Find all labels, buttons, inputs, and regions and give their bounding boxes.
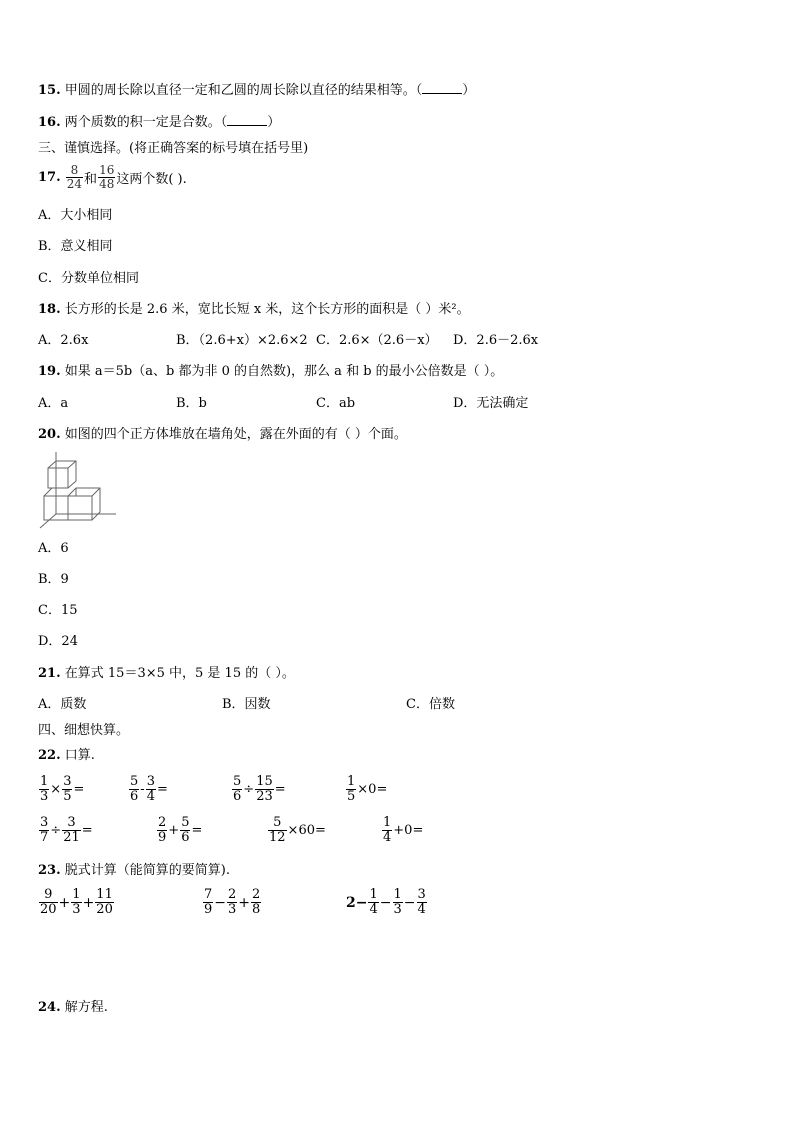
q19-number: 19. — [38, 364, 61, 379]
q18-option-c[interactable]: C．2.6×（2.6－x） — [316, 333, 438, 348]
q17-option-a[interactable]: A．大小相同 — [38, 208, 113, 223]
q19-option-b[interactable]: B．b — [176, 396, 207, 411]
q16-text: 两个质数的积一定是合数。（ — [64, 115, 228, 130]
q15-text: 甲圆的周长除以直径一定和乙圆的周长除以直径的结果相等。（ — [64, 83, 423, 98]
q16-number: 16. — [38, 115, 61, 130]
q20-number: 20. — [38, 427, 61, 442]
q22-expr-1: $\frac{1}{3}$ × $\frac{3}{5}$ = — [40, 774, 85, 804]
q20-option-d[interactable]: D．24 — [38, 634, 78, 649]
q17-number: 17. — [38, 170, 61, 185]
q21-option-b[interactable]: B．因数 — [222, 697, 271, 712]
q22-expr-7: $\frac{5}{12}$ ×60= — [269, 815, 326, 845]
cube-stack-figure — [36, 452, 120, 530]
q17-rest: 这两个数( ). — [116, 172, 187, 187]
question-18 — [38, 302, 470, 318]
q21-number: 21. — [38, 666, 61, 681]
q17-and: 和 — [84, 172, 98, 187]
q22-text: 口算. — [64, 748, 95, 763]
q22-number: 22. — [38, 748, 61, 763]
q20-option-c[interactable]: C．15 — [38, 603, 78, 618]
q17-option-c[interactable]: C．分数单位相同 — [38, 271, 139, 286]
q18-option-b[interactable]: B．（2.6+x）×2.6×2 — [176, 333, 308, 348]
q22-expr-2: $\frac{5}{6}$ - $\frac{3}{4}$ = — [130, 774, 168, 804]
q17-fraction-1: $\frac{8}{24}$ — [66, 163, 83, 191]
question-15 — [38, 83, 475, 99]
q17-option-b[interactable]: B．意义相同 — [38, 239, 113, 254]
q23-text: 脱式计算（能简算的要简算). — [64, 863, 230, 878]
q24-text: 解方程. — [64, 1000, 108, 1015]
section-4-heading: 四、细想快算。 — [38, 723, 130, 738]
q16-close: ） — [267, 115, 281, 130]
q24-number: 24. — [38, 1000, 61, 1015]
q19-option-c[interactable]: C．ab — [316, 396, 356, 411]
q20-option-b[interactable]: B．9 — [38, 572, 69, 587]
q22-expr-8: $\frac{1}{4}$ +0= — [383, 815, 424, 845]
question-21 — [38, 666, 295, 682]
q19-option-d[interactable]: D．无法确定 — [453, 396, 529, 411]
q21-text: 在算式 15＝3×5 中，5 是 15 的（ ）。 — [64, 666, 295, 681]
section-3-heading: 三、谨慎选择。(将正确答案的标号填在括号里) — [38, 141, 309, 156]
q17-fraction-2: $\frac{16}{48}$ — [99, 163, 115, 191]
q19-option-a[interactable]: A．a — [38, 396, 69, 411]
question-16 — [38, 115, 280, 131]
q22-expr-4: $\frac{1}{5}$ ×0= — [347, 774, 388, 804]
q20-option-a[interactable]: A．6 — [38, 541, 69, 556]
q23-expression-2: $\frac{7}{9}$ − $\frac{2}{3}$ + $\frac{2}{8}$ — [204, 887, 261, 917]
q16-answer-blank[interactable] — [227, 125, 267, 126]
q15-number: 15. — [38, 83, 61, 98]
q19-text: 如果 a＝5b（a、b 都为非 0 的自然数)，那么 a 和 b 的最小公倍数是（ ）。 — [64, 364, 504, 379]
q18-text: 长方形的长是 2.6 米，宽比长短 x 米，这个长方形的面积是（ ）米²。 — [64, 302, 470, 317]
q22-expr-5: $\frac{3}{7}$ ÷ $\frac{3}{21}$ = — [40, 815, 93, 845]
q20-text: 如图的四个正方体堆放在墙角处，露在外面的有（ ）个面。 — [64, 427, 407, 442]
q23-expression-1: $\frac{9}{20}$ + $\frac{1}{3}$ + $\frac{11}{20}$ — [40, 887, 113, 917]
q22-expr-3: $\frac{5}{6}$ ÷ $\frac{15}{23}$ = — [233, 774, 286, 804]
question-24 — [38, 1000, 108, 1016]
question-19 — [38, 364, 503, 380]
q23-expression-3: 2− $\frac{1}{4}$ − $\frac{1}{3}$ − $\frac{3}{4}$ — [346, 887, 426, 917]
q21-option-c[interactable]: C．倍数 — [406, 697, 455, 712]
q18-option-d[interactable]: D．2.6－2.6x — [453, 333, 539, 348]
question-23 — [38, 863, 230, 879]
question-17 — [38, 164, 187, 191]
q15-close: ） — [462, 83, 476, 98]
question-20 — [38, 427, 407, 443]
q15-answer-blank[interactable] — [422, 93, 462, 94]
q22-expr-6: $\frac{2}{9}$ + $\frac{5}{6}$ = — [158, 815, 203, 845]
q18-number: 18. — [38, 302, 61, 317]
q23-number: 23. — [38, 863, 61, 878]
q21-option-a[interactable]: A．质数 — [38, 697, 87, 712]
question-22 — [38, 748, 95, 764]
q18-option-a[interactable]: A．2.6x — [38, 333, 89, 348]
